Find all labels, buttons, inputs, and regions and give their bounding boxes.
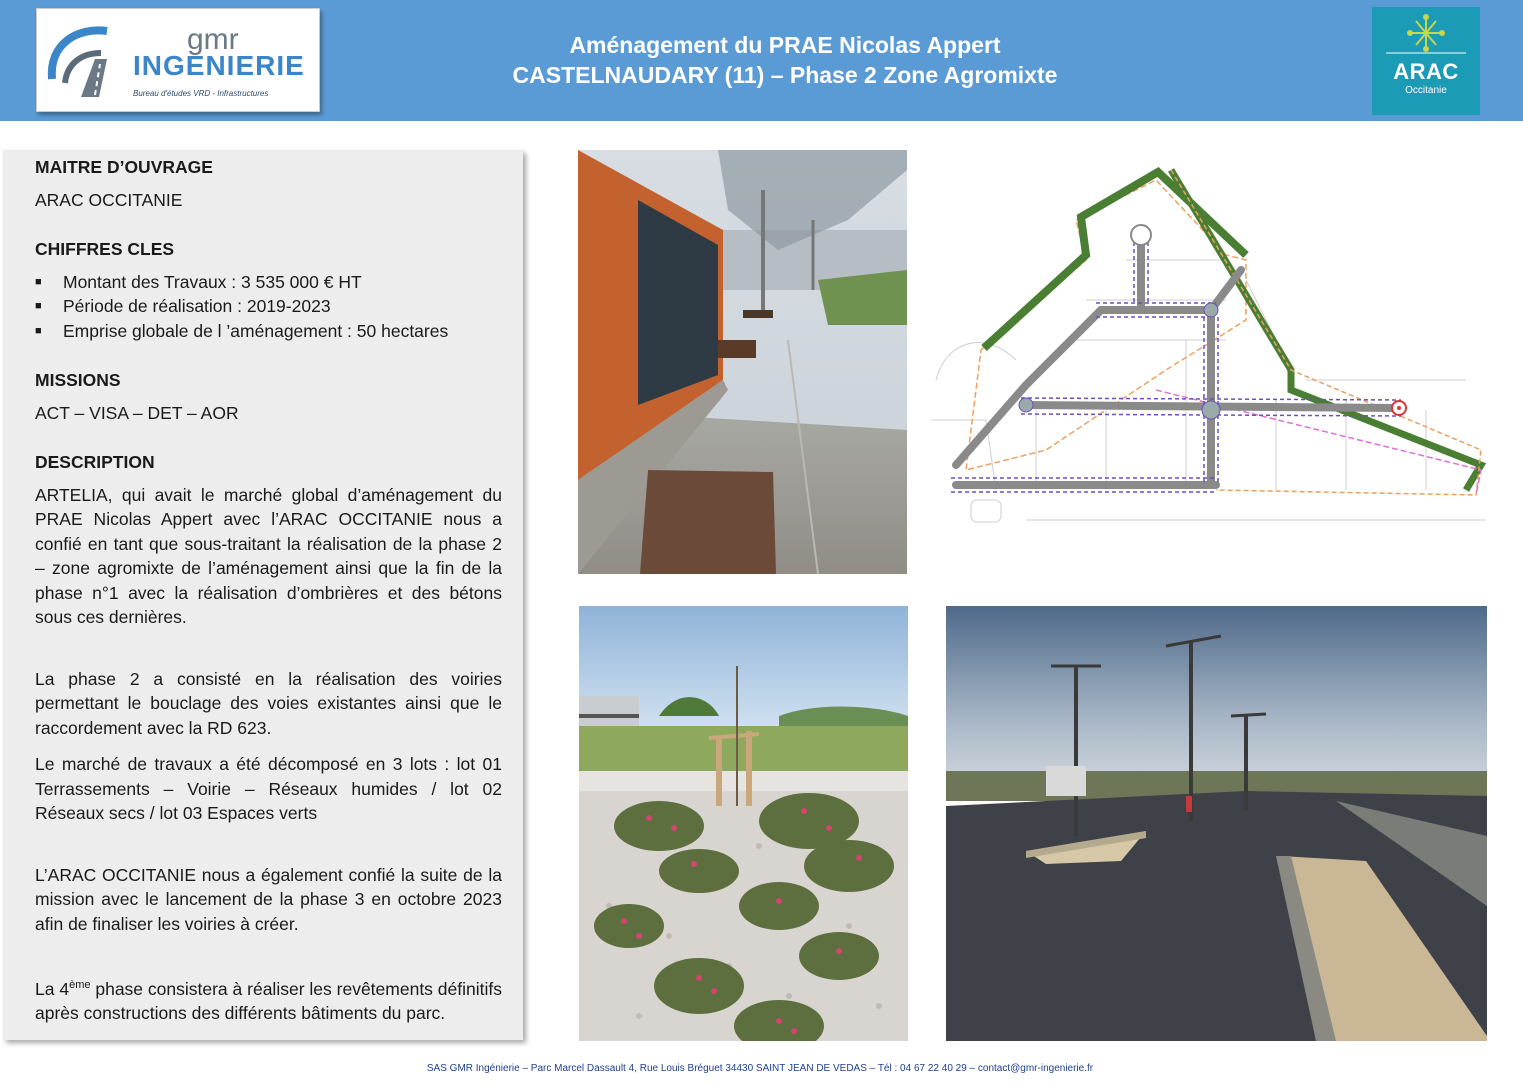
keyfig-amount: ■ Montant des Travaux : 3 535 000 € HT [35,270,502,295]
gmr-logo-small-text: gmr [187,23,239,56]
paragraph-5-superscript: ème [69,979,91,991]
page-title [400,30,1170,90]
description-paragraph-1: ARTELIA, qui avait le marché global d’aménagement du PRAE Nicolas Appert avec l’ARAC OCCITANIE nous a confié en tant que sous-traitant la réalisation de la phase 2 – zone agromixte de l’aménagement ainsi que la fin de la phase n°1 avec la réalisation d’ombrières et des bétons sous ces dernières. [35,484,502,627]
missions-value: ACT – VISA – DET – AOR [35,402,239,423]
description-paragraph-4: L’ARAC OCCITANIE nous a également confié la suite de la mission avec le lancement de la phase 3 en octobre 2023 afin de finaliser les voiries à créer. [35,864,502,934]
description-heading: DESCRIPTION [35,452,155,472]
arac-logo-region: Occitanie [1405,85,1447,96]
gmr-ingenierie-logo [36,8,320,112]
description-paragraph-3: Le marché de travaux a été décomposé en 3 lots : lot 01 Terrassements – Voirie – Réseaux humides / lot 02 Réseaux secs / lot 03 Espaces verts [35,754,502,823]
paragraph-5-end: phase consistera à réaliser les revêtements définitifs après constructions des différents bâtiments du parc. [35,978,502,1024]
footer-contact: SAS GMR Ingénierie – Parc Marcel Dassault 4, Rue Louis Bréguet 34430 SAINT JEAN DE VEDAS – Tél : 04 67 22 40 29 – contact@gmr-ingenierie.fr [370,1049,1150,1078]
missions-heading: MISSIONS [35,370,121,390]
gmr-logo-tagline: Bureau d'études VRD - Infrastructures [133,89,269,98]
photo-new-road [946,606,1487,1041]
page-title-line-1: Aménagement du PRAE Nicolas Appert [569,32,1001,58]
arac-logo-name: ARAC [1393,59,1459,84]
photo-building-walkway [578,150,907,574]
owner-value: ARAC OCCITANIE [35,189,183,210]
paragraph-5-start: La 4 [35,978,70,999]
owner-heading: MAITRE D’OUVRAGE [35,157,213,177]
arac-occitanie-logo [1372,7,1480,115]
photo-flower-bed [579,606,908,1041]
gmr-logo-main-text: INGENIERIE [133,50,305,81]
page-title-line-2: CASTELNAUDARY (11) – Phase 2 Zone Agromixte [512,62,1058,88]
keyfig-area: ■ Emprise globale de l ’aménagement : 50 hectares [35,319,502,344]
occitan-cross-icon [1372,7,1480,57]
description-paragraph-5 [35,973,502,1026]
keyfigs-heading: CHIFFRES CLES [35,239,175,259]
keyfigs-list [35,270,502,344]
description-paragraph-2: La phase 2 a consisté en la réalisation des voiries permettant le bouclage des voies existantes ainsi que le raccordement avec la RD 623. [35,668,502,738]
keyfig-period: ■ Période de réalisation : 2019-2023 [35,294,502,319]
site-plan-drawing [926,160,1488,545]
project-info-content [35,155,502,1026]
